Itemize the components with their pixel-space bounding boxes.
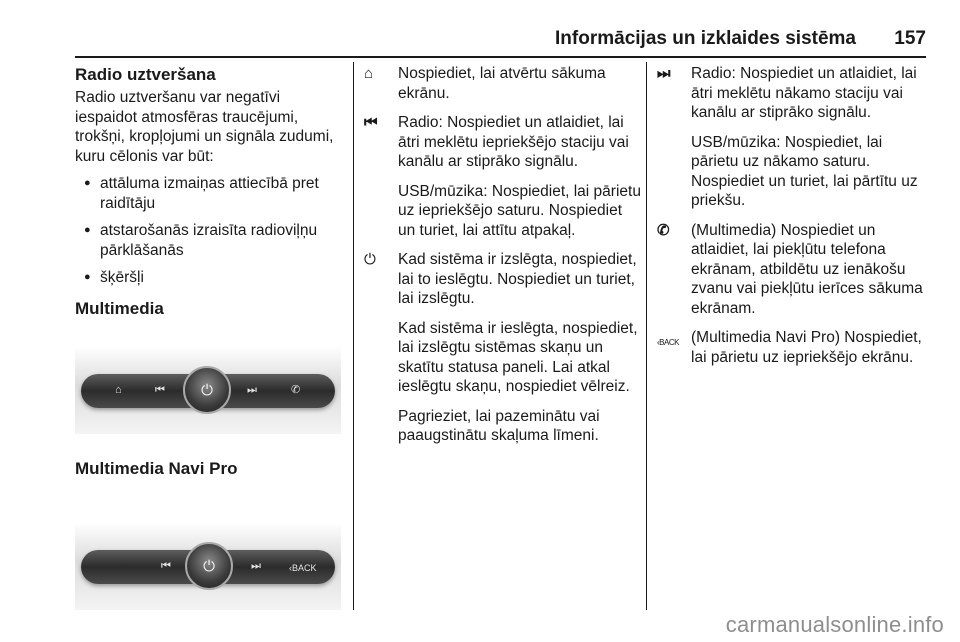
next-track-icon: ⏭	[251, 559, 261, 572]
prev-track-icon: ⏮	[161, 559, 171, 572]
multimedia-control-panel	[75, 346, 341, 434]
prev-track-icon: ⏮	[364, 114, 378, 131]
header-rule	[75, 56, 926, 58]
navi-pro-control-panel	[75, 522, 341, 610]
desc-text: Pagrieziet, lai pazeminātu vai paaugstinātu skaļuma līmeni.	[398, 407, 600, 444]
back-icon: ‹BACK	[289, 562, 317, 573]
desc-text: Radio: Nospiediet un atlaidiet, lai ātri meklētu iepriekšējo staciju vai kanālu ar stiprāko signālu.	[398, 114, 629, 170]
intro-paragraph: Radio uztveršanu var negatīvi iespaidot atmosfēras traucējumi, trokšņi, kropļojumi un signāla zudumi, kuru cēlonis var būt:	[75, 89, 334, 165]
prev-track-icon: ⏮	[155, 383, 165, 396]
desc-power	[364, 250, 642, 446]
next-track-icon: ⏭	[657, 65, 671, 82]
list-item: ● atstarošanās izraisīta radioviļņu pārklāšanās	[75, 221, 343, 260]
column-divider-2	[646, 62, 647, 610]
column-1	[75, 64, 343, 610]
desc-back	[657, 328, 929, 367]
home-icon: ⌂	[364, 65, 374, 82]
desc-next	[657, 64, 929, 211]
power-icon: ⏻	[203, 557, 215, 575]
power-icon: ⏻	[201, 381, 213, 399]
desc-text: USB/mūzika: Nospiediet, lai pārietu uz iepriekšējo saturu. Nospiediet un turiet, lai attītu atpakaļ.	[398, 182, 641, 239]
home-icon: ⌂	[115, 383, 122, 396]
desc-text: (Multimedia Navi Pro) Nospiediet, lai pārietu uz iepriekšējo ekrānu.	[691, 329, 922, 366]
desc-text: (Multimedia) Nospiediet un atlaidiet, lai piekļūtu telefona ekrānam, atbildētu uz ienākošu zvanu vai piekļūtu ierīces sākuma ekrānam.	[691, 221, 923, 317]
watermark: carmanualsonline.info	[725, 612, 944, 637]
desc-text: Kad sistēma ir izslēgta, nospiediet, lai to ieslēgtu. Nospiediet un turiet, lai izslēgtu.	[398, 251, 637, 307]
power-volume-knob	[183, 366, 231, 414]
next-track-icon: ⏭	[247, 383, 257, 396]
section-title-radio: Radio uztveršana	[75, 65, 216, 84]
phone-icon: ✆	[291, 383, 301, 396]
section-title-navi-pro: Multimedia Navi Pro	[75, 458, 238, 478]
desc-text: USB/mūzika: Nospiediet, lai pārietu uz nākamo saturu. Nospiediet un turiet, lai pārtītu uz priekšu.	[691, 133, 918, 209]
page-header	[75, 28, 926, 60]
page-title: Informācijas un izklaides sistēma	[555, 28, 856, 49]
column-divider-1	[353, 62, 354, 610]
list-item: ● šķēršļi	[75, 268, 343, 288]
section-title-multimedia: Multimedia	[75, 298, 164, 318]
back-icon: ‹BACK	[657, 338, 679, 347]
desc-text: Radio: Nospiediet un atlaidiet, lai ātri meklētu nākamo staciju vai kanālu ar stiprāko signālu.	[691, 65, 917, 121]
page-number: 157	[894, 28, 926, 49]
desc-prev	[364, 113, 642, 240]
column-2	[364, 64, 642, 456]
cause-list	[75, 174, 343, 288]
column-3	[657, 64, 929, 377]
phone-icon: ✆	[657, 221, 670, 239]
desc-text: Nospiediet, lai atvērtu sākuma ekrānu.	[398, 65, 606, 102]
power-icon: ⏻	[364, 251, 376, 268]
list-item: ● attāluma izmaiņas attiecībā pret raidītāju	[75, 174, 343, 213]
desc-home	[364, 64, 642, 103]
power-volume-knob	[185, 542, 233, 590]
desc-phone	[657, 221, 929, 319]
desc-text: Kad sistēma ir ieslēgta, nospiediet, lai izslēgtu sistēmas skaņu un skatītu statusa paneli. Lai atkal ieslēgtu skaņu, nospiediet vēlreiz.	[398, 319, 638, 395]
